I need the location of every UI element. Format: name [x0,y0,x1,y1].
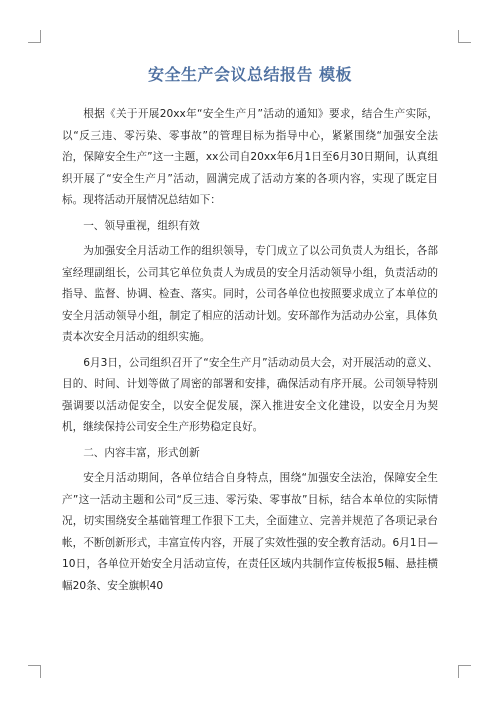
crop-mark-top-left [28,30,41,43]
crop-mark-bottom-left [28,665,41,678]
crop-mark-top-right [458,30,471,43]
body-paragraph: 6月3日，公司组织召开了“安全生产月”活动动员大会，对开展活动的意义、目的、时间、计划等做了周密的部署和安排，确保活动有序开展。公司领导特别强调要以活动促安全，以安全促发展，深入推进安全文化建设，以安全月为契机，继续保持公司安全生产形势稳定良好。 [62,356,438,433]
crop-mark-bottom-right [458,665,471,678]
document-body [62,104,438,601]
section-heading-1: 一、领导重视，组织有效 [83,219,200,232]
section-heading-2: 二、内容丰富，形式创新 [83,446,200,459]
document-title: 安全生产会议总结报告 模板 [147,65,353,84]
body-paragraph: 安全月活动期间，各单位结合自身特点，围绕“加强安全法治，保障安全生产”这一活动主题和公司“反三违、零污染、零事故”目标，结合本单位的实际情况，切实围绕安全基础管理工作狠下工夫，全面建立、完善并规范了各项记录台帐，不断创新形式，丰富宣传内容，开展了实效性强的安全教育活动。6月1日—10日，各单位开始安全月活动宣传，在责任区域内共制作宣传板报5幅、悬挂横幅20条、安全旗帜40 [62,472,438,592]
body-paragraph: 为加强安全月活动工作的组织领导，专门成立了以公司负责人为组长，各部室经理副组长，公司其它单位负责人为成员的安全月活动领导小组，负责活动的指导、监督、协调、检查、落实。同时，公司各单位也按照要求成立了本单位的安全月活动领导小组，制定了相应的活动计划。安环部作为活动办公室，具体负责本次安全月活动的组织实施。 [62,245,438,343]
intro-paragraph: 根据《关于开展20xx年“安全生产月”活动的通知》要求，结合生产实际，以“反三违、零污染、零事故”的管理目标为指导中心，紧紧围绕“加强安全法治，保障安全生产”这一主题，xx公司自20xx年6月1日至6月30日期间，认真组织开展了“安全生产月”活动，圆满完成了活动方案的各项内容，实现了既定目标。现将活动开展情况总结如下： [62,108,438,206]
